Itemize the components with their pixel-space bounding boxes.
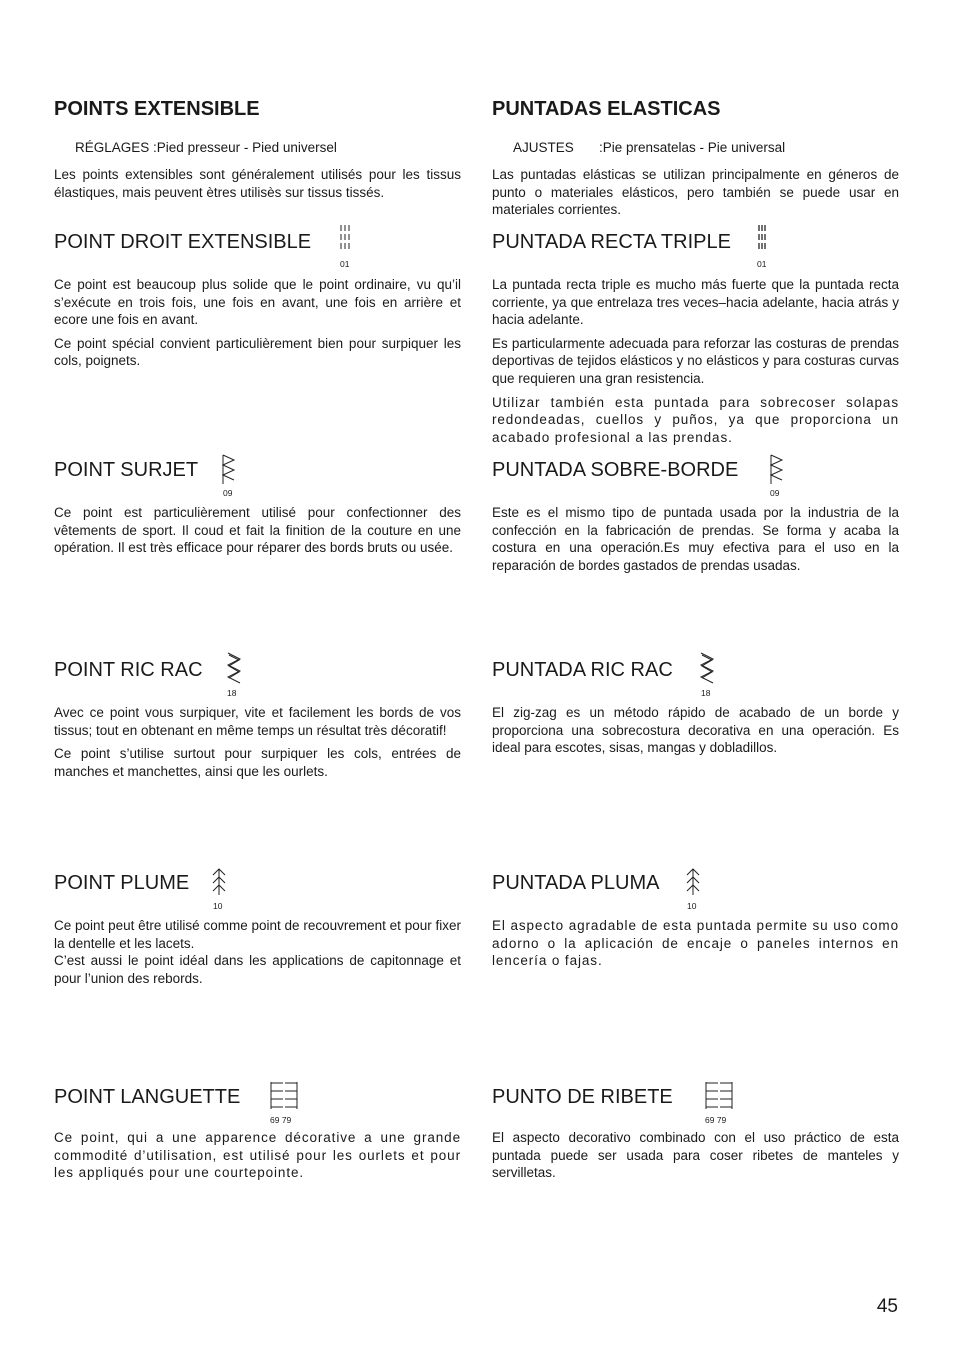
right-main-title: PUNTADAS ELASTICAS — [492, 98, 721, 120]
blanket-stitch-icon — [704, 1081, 736, 1111]
feather-stitch-icon — [211, 867, 227, 899]
page-number: 45 — [876, 1296, 898, 1317]
stitch-number: 18 — [227, 688, 237, 698]
right-section-title: PUNTADA PLUMA — [492, 872, 660, 894]
right-section-triple-straight — [492, 228, 899, 446]
overlock-stitch-icon — [222, 454, 236, 486]
right-section-blanket — [492, 1083, 899, 1182]
feather-stitch-icon — [685, 867, 701, 899]
overlock-stitch-icon — [770, 454, 784, 486]
left-settings-label: RÉGLAGES — [75, 140, 150, 155]
left-section-title: POINT PLUME — [54, 872, 190, 894]
left-section-triple-straight — [54, 228, 461, 370]
left-section-ric-rac — [54, 656, 461, 780]
left-section-paragraph: Ce point est particulièrement utilisé pour confectionner des vêtements de sport. Il coud et fait la finition de la couture en une opération. Il est très efficace pour réparer des bords bruts ou usée. — [54, 505, 461, 556]
left-section-overlock — [54, 456, 461, 557]
left-section-paragraph: Ce point est beaucoup plus solide que le point ordinaire, vu qu’il s’exécute en trois fois, une fois en avant, une fois en arrière et ecore une fois en avant. — [54, 277, 461, 328]
stitch-number: 69 79 — [270, 1115, 292, 1125]
left-section-feather — [54, 869, 461, 987]
left-section-paragraph: Ce point, qui a une apparence décorative a une grande commodité d’utilisation, est utilisé pour les ourlets et pour les appliqués pour une courtepointe. — [54, 1130, 461, 1181]
triple-straight-stitch-icon — [339, 224, 351, 256]
stitch-number: 09 — [223, 488, 233, 498]
left-intro: Les points extensibles sont généralement utilisés pour les tissus élastiques, mais peuvent ètres utilisès sur tissus tissés. — [54, 167, 461, 200]
left-section-title: POINT RIC RAC — [54, 659, 203, 681]
right-section-title: PUNTO DE RIBETE — [492, 1086, 673, 1108]
right-section-paragraph: La puntada recta triple es mucho más fuerte que la puntada recta corriente, ya que entrelaza tres veces–hacia adelante, hacia atrás y hacia adelante. — [492, 277, 899, 328]
stitch-number: 01 — [340, 259, 350, 269]
left-main-title: POINTS EXTENSIBLE — [54, 98, 260, 120]
right-section-title: PUNTADA SOBRE-BORDE — [492, 459, 739, 481]
left-section-paragraph: Ce point s’utilise surtout pour surpiquer les cols, entrées de manches et manchettes, ainsi que les ourlets. — [54, 746, 461, 779]
right-section-ric-rac — [492, 656, 899, 757]
right-section-paragraph: El aspecto agradable de esta puntada permite su uso como adorno o la aplicación de encaje o paneles internos en lencería o fajas. — [492, 918, 899, 969]
right-settings-label: AJUSTES — [513, 140, 574, 155]
right-intro: Las puntadas elásticas se utilizan principalmente en géneros de punto o materiales elásticos, pero también se puede usar en materiales corrientes. — [492, 167, 899, 218]
left-section-paragraph: Avec ce point vous surpiquer, vite et facilement les bords de vos tissus; tout en obtenant en même temps un résultat très décoratif! — [54, 705, 461, 738]
left-settings — [75, 140, 337, 155]
stitch-number: 09 — [770, 488, 780, 498]
right-section-paragraph: Utilizar también esta puntada para sobrecoser solapas redondeadas, cuellos y puños, ya que proporciona un acabado profesional a las prendas. — [492, 394, 899, 445]
right-section-title: PUNTADA RIC RAC — [492, 659, 673, 681]
right-section-paragraph: El aspecto decorativo combinado con el uso práctico de esta puntada puede ser usada para coser ribetes de manteles y servilletas. — [492, 1130, 899, 1181]
right-section-title: PUNTADA RECTA TRIPLE — [492, 231, 731, 253]
left-section-paragraph: Ce point spécial convient particulièrement bien pour surpiquer les cols, poignets. — [54, 335, 461, 369]
ric-rac-stitch-icon — [699, 652, 715, 686]
right-settings — [513, 140, 785, 155]
right-section-paragraph: Este es el mismo tipo de puntada usada por la industria de la confección en la fabricación de prendas. Se forma y acaba la costura en una operación.Es muy efectiva para el uso en la reparación de bordes gastados de prendas usadas. — [492, 505, 899, 573]
ric-rac-stitch-icon — [226, 652, 242, 686]
left-section-title: POINT LANGUETTE — [54, 1086, 241, 1108]
right-section-paragraph: Es particularmente adecuada para reforzar las costuras de prendas deportivas de tejidos elásticos y no elásticos y para costuras curvas que requieren una gran resistencia. — [492, 335, 899, 386]
stitch-number: 69 79 — [705, 1115, 727, 1125]
left-section-blanket — [54, 1083, 461, 1182]
blanket-stitch-icon — [269, 1081, 301, 1111]
right-section-feather — [492, 869, 899, 970]
stitch-number: 01 — [757, 259, 767, 269]
stitch-number: 10 — [687, 901, 697, 911]
right-settings-value: :Pie prensatelas - Pie universal — [599, 140, 786, 155]
left-section-paragraph: Ce point peut être utilisé comme point de recouvrement et pour fixer la dentelle et les lacets. C’est aussi le point idéal dans les applications de capitonnage et pour l’union des rebords. — [54, 918, 461, 986]
right-section-paragraph: El zig-zag es un método rápido de acabado de un borde y proporciona una sobrecostura decorativa en una operación. Es ideal para escotes, sisas, mangas y dobladillos. — [492, 705, 899, 756]
left-settings-value: :Pied presseur - Pied universel — [153, 140, 337, 155]
stitch-number: 10 — [213, 901, 223, 911]
triple-straight-stitch-icon — [756, 224, 768, 256]
right-section-overlock — [492, 456, 899, 574]
left-section-title: POINT DROIT EXTENSIBLE — [54, 231, 312, 253]
stitch-number: 18 — [701, 688, 711, 698]
left-section-title: POINT SURJET — [54, 459, 199, 481]
